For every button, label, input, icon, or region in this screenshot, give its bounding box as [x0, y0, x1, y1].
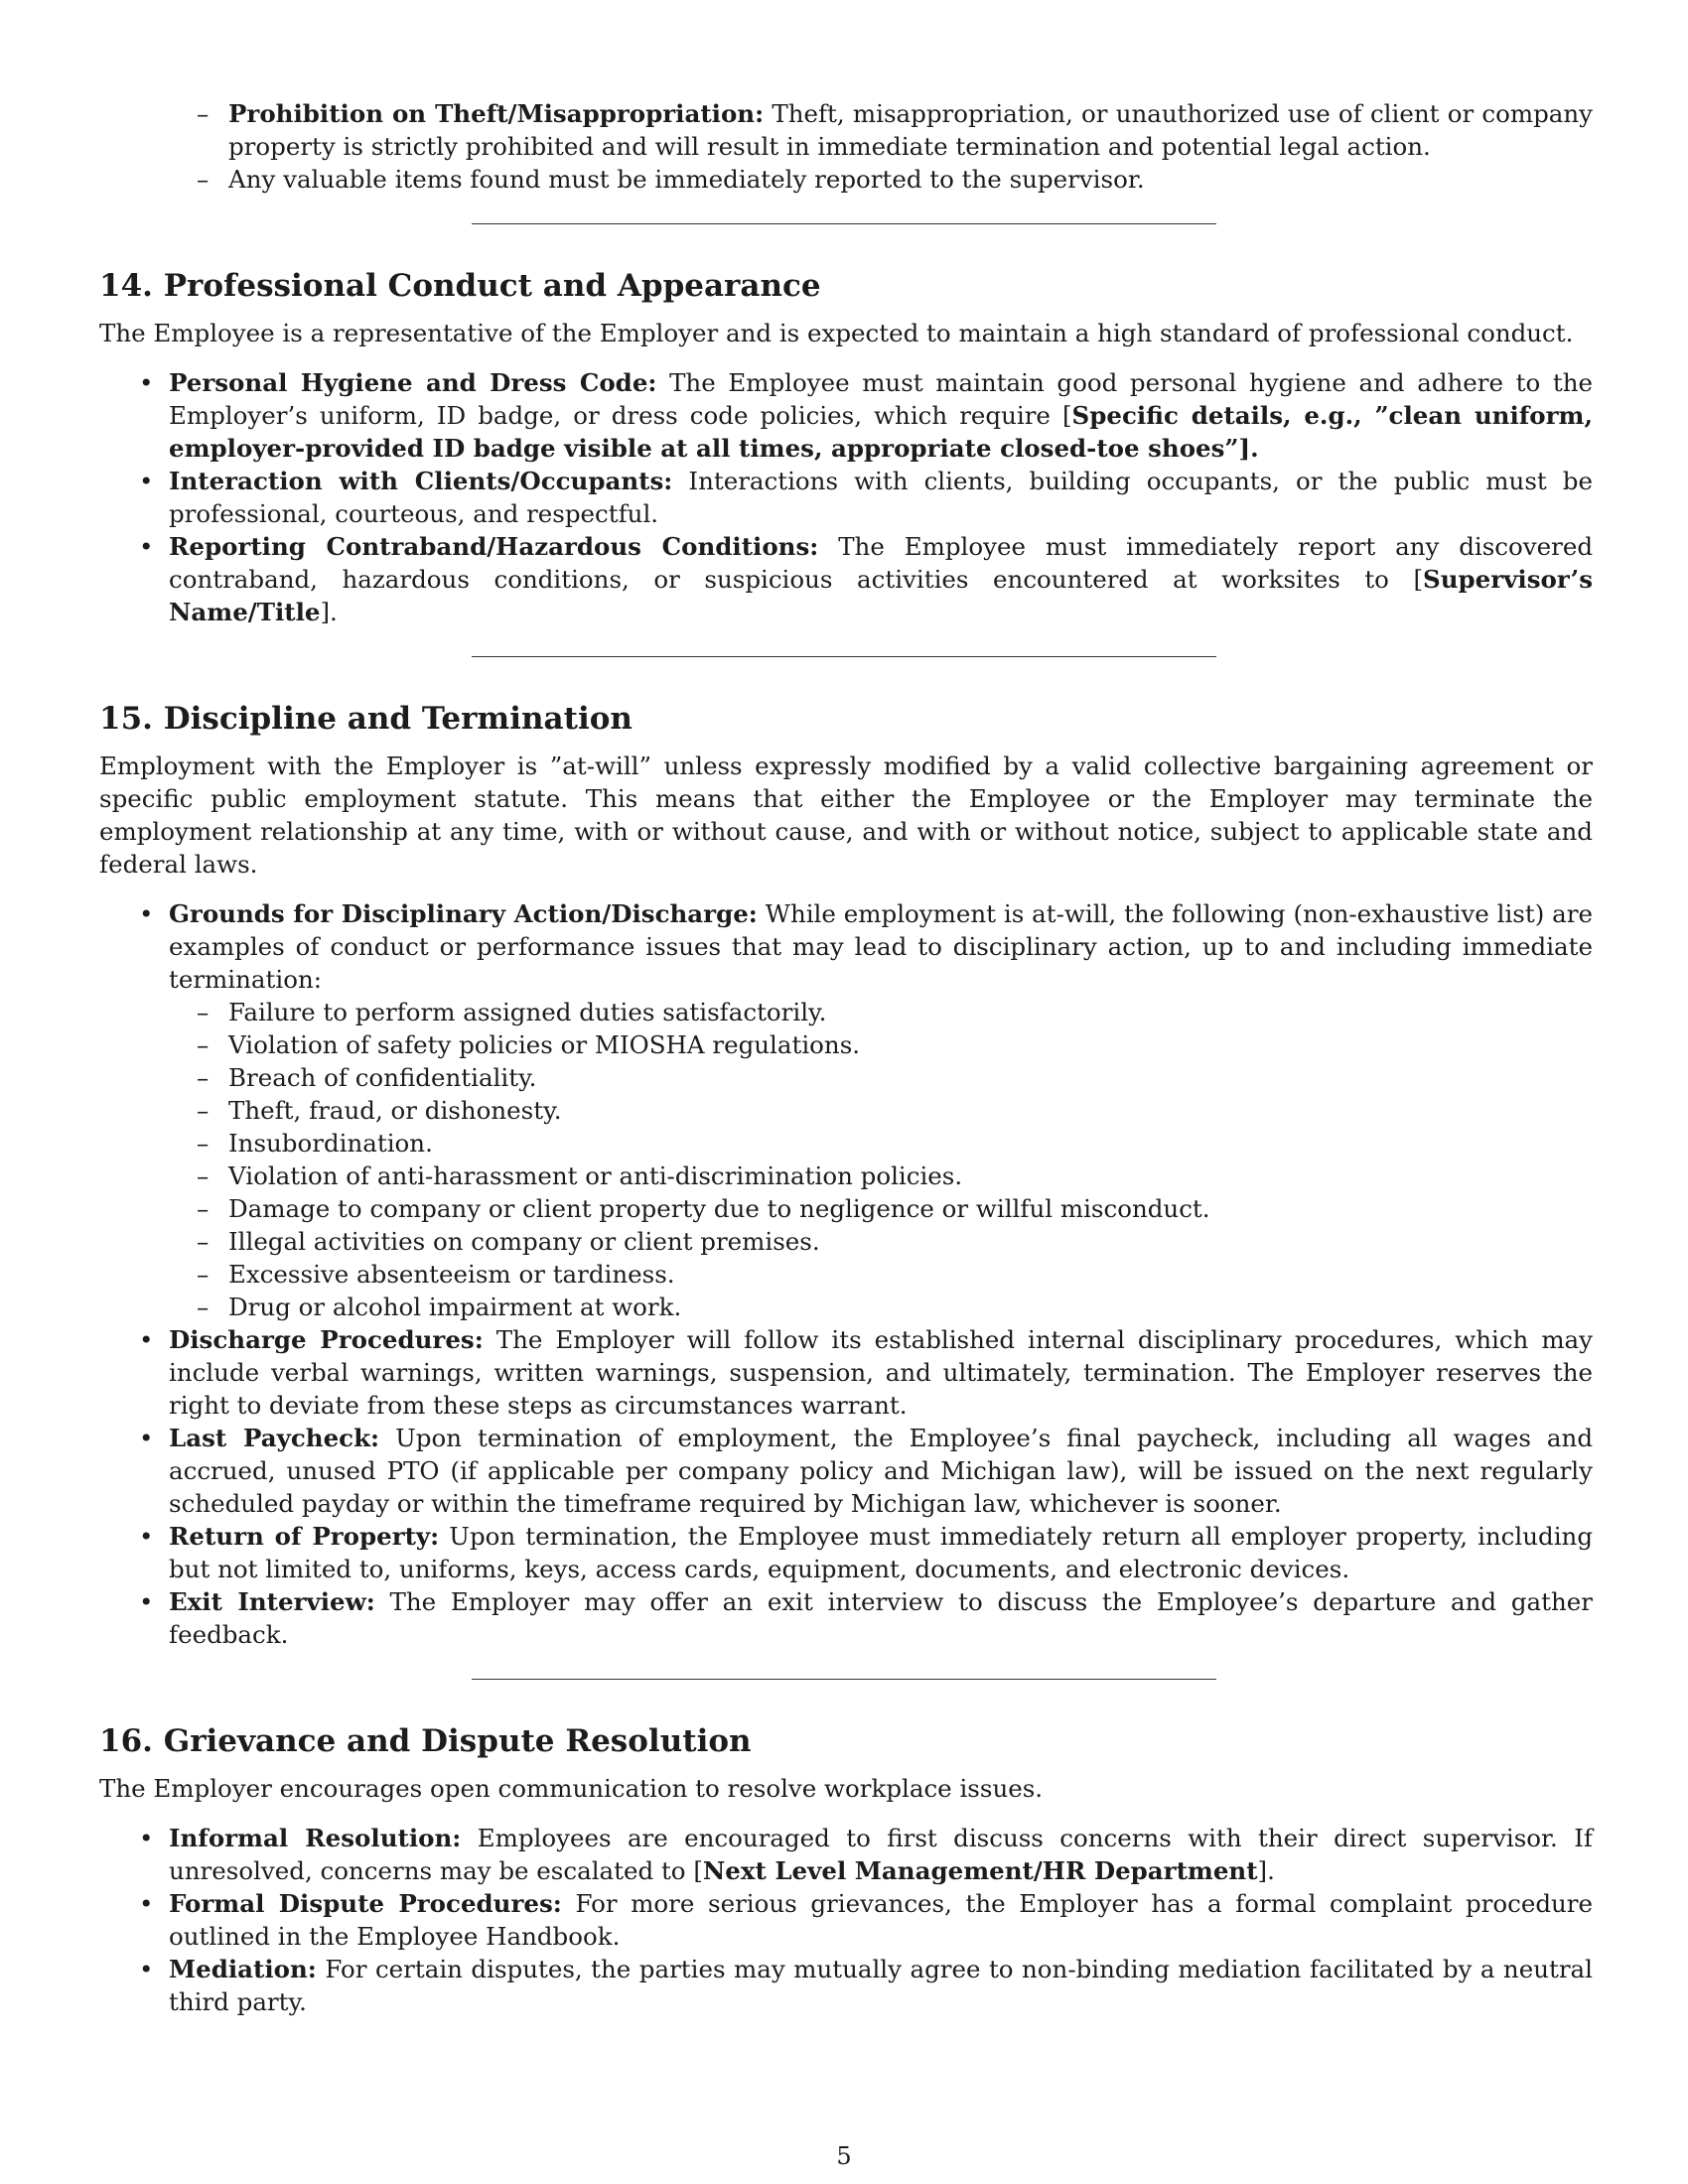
list-item: • Personal Hygiene and Dress Code: The Employee must maintain good personal hygiene and adhere to the Employer’s uniform, ID badge, or dress code policies, which require [Specific details, e.g., ”clean uniform, employer-provided ID badge visible at all times, appropriate closed-toe shoes”].: [139, 368, 1593, 463]
list-item: • Last Paycheck: Upon termination of employment, the Employee’s final paycheck, including all wages and accrued, unused PTO (if applicable per company policy and Michigan law), will be issued on the next regularly scheduled payday or within the timeframe required by Michigan law, whichever is sooner.: [139, 1424, 1593, 1518]
page-number: 5: [836, 2142, 852, 2170]
section-divider: [472, 656, 1216, 657]
list-item: – Breach of confidentiality.: [197, 1063, 537, 1092]
section-divider: [472, 1679, 1216, 1680]
section-15-list: [99, 897, 1593, 1651]
list-item: • Interaction with Clients/Occupants: Interactions with clients, building occupants, or the public must be professional, courteous, and respectful.: [139, 467, 1593, 528]
list-item: • Discharge Procedures: The Employer will follow its established internal disciplinary procedures, which may include verbal warnings, written warnings, suspension, and ultimately, termination. The Employer reserves the right to deviate from these steps as circumstances warrant.: [139, 1325, 1593, 1420]
section-16-list: [99, 1822, 1593, 2018]
list-item: • Formal Dispute Procedures: For more serious grievances, the Employer has a formal complaint procedure outlined in the Employee Handbook.: [139, 1889, 1593, 1951]
section-divider: [472, 223, 1216, 224]
section-14-list: [99, 366, 1593, 628]
list-item: – Excessive absenteeism or tardiness.: [197, 1260, 675, 1289]
section-14-intro: The Employee is a representative of the Employer and is expected to maintain a high standard of professional conduct.: [99, 319, 1574, 347]
section-16-heading: 16. Grievance and Dispute Resolution: [99, 1723, 752, 1759]
list-item: – Prohibition on Theft/Misappropriation: Theft, misappropriation, or unauthorized use of client or company property is strictly prohibited and will result in immediate termination and potential legal action.: [197, 99, 1593, 161]
list-item: • Grounds for Disciplinary Action/Discharge: While employment is at-will, the following (non-exhaustive list) are examples of conduct or performance issues that may lead to disciplinary action, up to and including immediate termination: – Failure to perform assigned duties satisfactorily. – Violation of safety policies or MIOSHA regulations. – Breach of confidentiality. – Theft, fraud, or dishonesty. – Insubordination. – Violation of anti-harassment or anti-discrimination policies. – Damage to company or client property due to negligence or willful misconduct. – Illegal activities on company or client premises. – Excessive absenteeism or tardiness. – Drug or alcohol impairment at work.: [139, 899, 1593, 1321]
list-item: – Any valuable items found must be immediately reported to the supervisor.: [197, 165, 1145, 194]
section-16-intro: The Employer encourages open communication to resolve workplace issues.: [99, 1774, 1044, 1803]
list-item: – Violation of anti-harassment or anti-discrimination policies.: [197, 1161, 963, 1190]
list-item: • Informal Resolution: Employees are encouraged to first discuss concerns with their direct supervisor. If unresolved, concerns may be escalated to [Next Level Management/HR Department].: [139, 1824, 1593, 1885]
document-page: [99, 97, 1593, 2018]
list-item: – Damage to company or client property due to negligence or willful misconduct.: [197, 1194, 1210, 1223]
carryover-list: [99, 97, 1593, 196]
list-item: – Insubordination.: [197, 1129, 433, 1158]
list-item: • Mediation: For certain disputes, the parties may mutually agree to non-binding mediation facilitated by a neutral third party.: [139, 1955, 1593, 2016]
list-item: • Exit Interview: The Employer may offer an exit interview to discuss the Employee’s departure and gather feedback.: [139, 1587, 1593, 1649]
list-item: – Failure to perform assigned duties satisfactorily.: [197, 998, 827, 1026]
list-item: • Reporting Contraband/Hazardous Conditions: The Employee must immediately report any discovered contraband, hazardous conditions, or suspicious activities encountered at worksites to [Supervisor’s Name/Title].: [139, 532, 1594, 626]
list-item: – Illegal activities on company or client premises.: [197, 1227, 820, 1256]
list-item: – Theft, fraud, or dishonesty.: [197, 1096, 562, 1125]
list-item: • Return of Property: Upon termination, the Employee must immediately return all employer property, including but not limited to, uniforms, keys, access cards, equipment, documents, and electronic devices.: [139, 1522, 1593, 1583]
section-15-intro: Employment with the Employer is ”at-will” unless expressly modified by a valid collective bargaining agreement or specific public employment statute. This means that either the Employee or the Employer may terminate the employment relationship at any time, with or without cause, and with or without notice, subject to applicable state and federal laws.: [99, 751, 1593, 879]
list-item: – Violation of safety policies or MIOSHA regulations.: [197, 1030, 861, 1059]
section-15-heading: 15. Discipline and Termination: [99, 701, 633, 737]
section-14-heading: 14. Professional Conduct and Appearance: [99, 268, 821, 304]
grounds-sublist: [169, 996, 1593, 1323]
list-item: – Drug or alcohol impairment at work.: [197, 1293, 682, 1321]
